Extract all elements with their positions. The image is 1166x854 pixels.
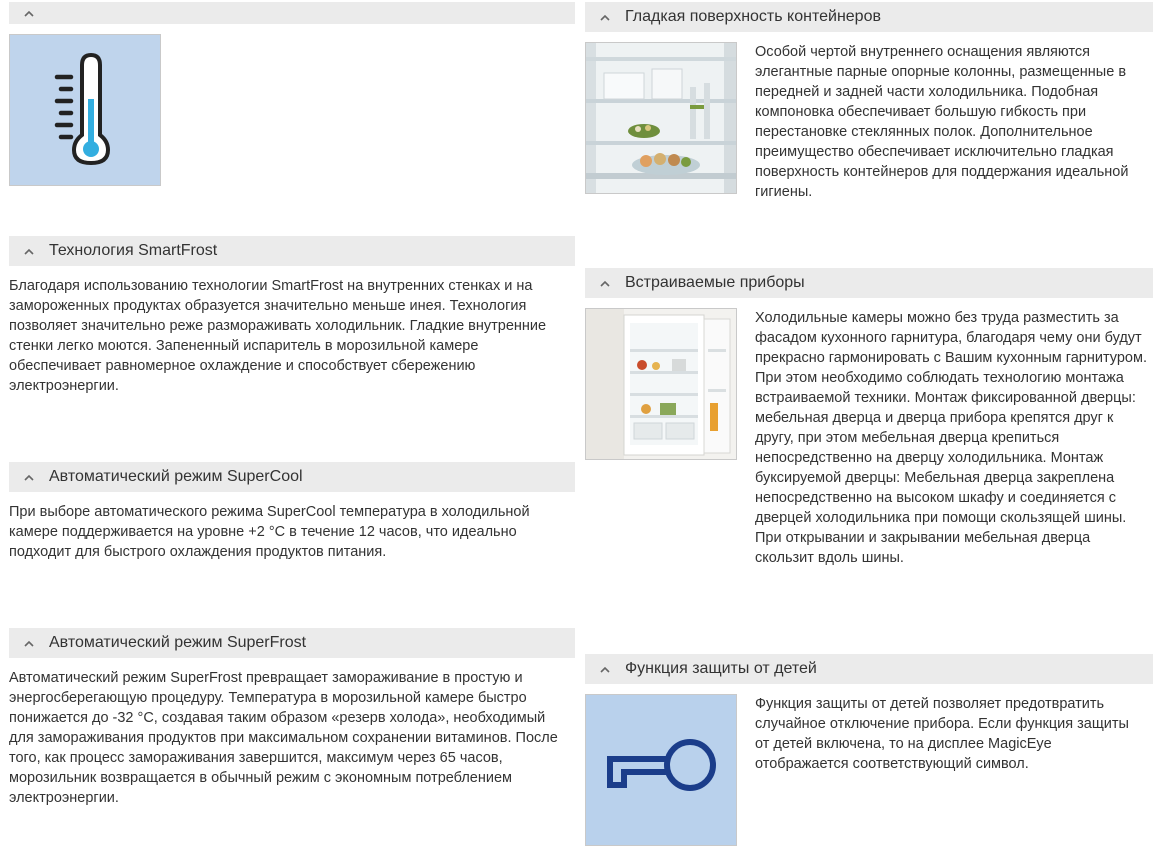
thermometer-tile <box>9 34 161 186</box>
section-title: Функция защиты от детей <box>625 660 817 677</box>
chevron-up-icon[interactable] <box>9 10 49 17</box>
section-built-in <box>585 268 1153 298</box>
section-text: Функция защиты от детей позволяет предотвратить случайное отключение прибора. Если функция защиты от детей включена, то на дисплее MagicEye отображается соответствующий символ. <box>755 696 1129 772</box>
fridge-shelves-image <box>585 42 737 194</box>
chevron-up-icon[interactable] <box>585 666 625 673</box>
section-header[interactable] <box>585 2 1153 32</box>
built-in-fridge-image <box>585 308 737 460</box>
section-thermometer <box>9 2 575 24</box>
chevron-up-icon[interactable] <box>9 474 49 481</box>
chevron-up-icon[interactable] <box>9 640 49 647</box>
section-title: Автоматический режим SuperCool <box>49 468 303 485</box>
section-text: Автоматический режим SuperFrost превращает замораживание в простую и энергосберегающую процедуру. Температура в морозильной камере быстро понижается до -32 °С, создавая таким образом «резерв холода», необходимый для замораживания продуктов при максимальном сохранении витаминов. После того, как процесс замораживания завершится, максимум через 65 часов, морозильник возвращается в обычный режим с экономным потреблением электроэнергии. <box>9 670 558 806</box>
section-text: Особой чертой внутреннего оснащения являются элегантные парные опорные колонны, размещенные в передней и задней части холодильника. Подобная компоновка обеспечивает большую гибкость при перестановке стеклянных полок. Дополнительное преимущество обеспечивает исключительно гладкая поверхность контейнеров для поддержания идеальной гигиены. <box>755 44 1129 200</box>
thermometer-icon <box>10 35 160 185</box>
section-header[interactable] <box>9 236 575 266</box>
section-title: Гладкая поверхность контейнеров <box>625 8 881 25</box>
section-smartfrost <box>9 236 575 396</box>
chevron-up-icon[interactable] <box>585 280 625 287</box>
section-superfrost <box>9 628 575 808</box>
section-header[interactable] <box>585 654 1153 684</box>
child-lock-tile <box>585 694 737 846</box>
key-icon <box>586 695 736 845</box>
section-text: При выборе автоматического режима SuperCool температура в холодильной камере поддерживается на уровне +2 °С в течение 12 часов, что идеально подходит для быстрого охлаждения продуктов питания. <box>9 504 530 560</box>
section-title: Встраиваемые приборы <box>625 274 805 291</box>
section-text: Благодаря использованию технологии SmartFrost на внутренних стенках и на замороженных продуктах образуется значительно меньше инея. Технология позволяет значительно реже размораживать холодильник. Гладкие внутренние стенки легко моются. Запененный испаритель в морозильной камере обеспечивает равномерное охлаждение и способствует сбережению электроэнергии. <box>9 278 547 394</box>
section-title: Автоматический режим SuperFrost <box>49 634 307 651</box>
section-header[interactable] <box>9 2 575 24</box>
section-smooth-containers <box>585 2 1153 32</box>
section-header[interactable] <box>585 268 1153 298</box>
section-header[interactable] <box>9 462 575 492</box>
section-supercool <box>9 462 575 562</box>
chevron-up-icon[interactable] <box>9 248 49 255</box>
chevron-up-icon[interactable] <box>585 14 625 21</box>
section-text: Холодильные камеры можно без труда разместить за фасадом кухонного гарнитура, благодаря чему они будут прекрасно гармонировать с Вашим кухонным гарнитуром. При этом необходимо соблюдать технологию монтажа встраиваемой техники. Монтаж фиксированной дверцы: мебельная дверца и дверца прибора крепятся друг к другу, при этом мебельная дверца крепиться непосредственно на дверцу холодильника. Монтаж буксируемой дверцы: Мебельная дверца закреплена непосредственно на высоком шкафу и соединяется с дверцей холодильника при помощи скользящей шины. При открывании и закрывании мебельная дверца скользит вдоль шины. <box>755 310 1147 566</box>
section-child-lock <box>585 654 1153 684</box>
section-title: Технология SmartFrost <box>49 242 218 259</box>
section-header[interactable] <box>9 628 575 658</box>
